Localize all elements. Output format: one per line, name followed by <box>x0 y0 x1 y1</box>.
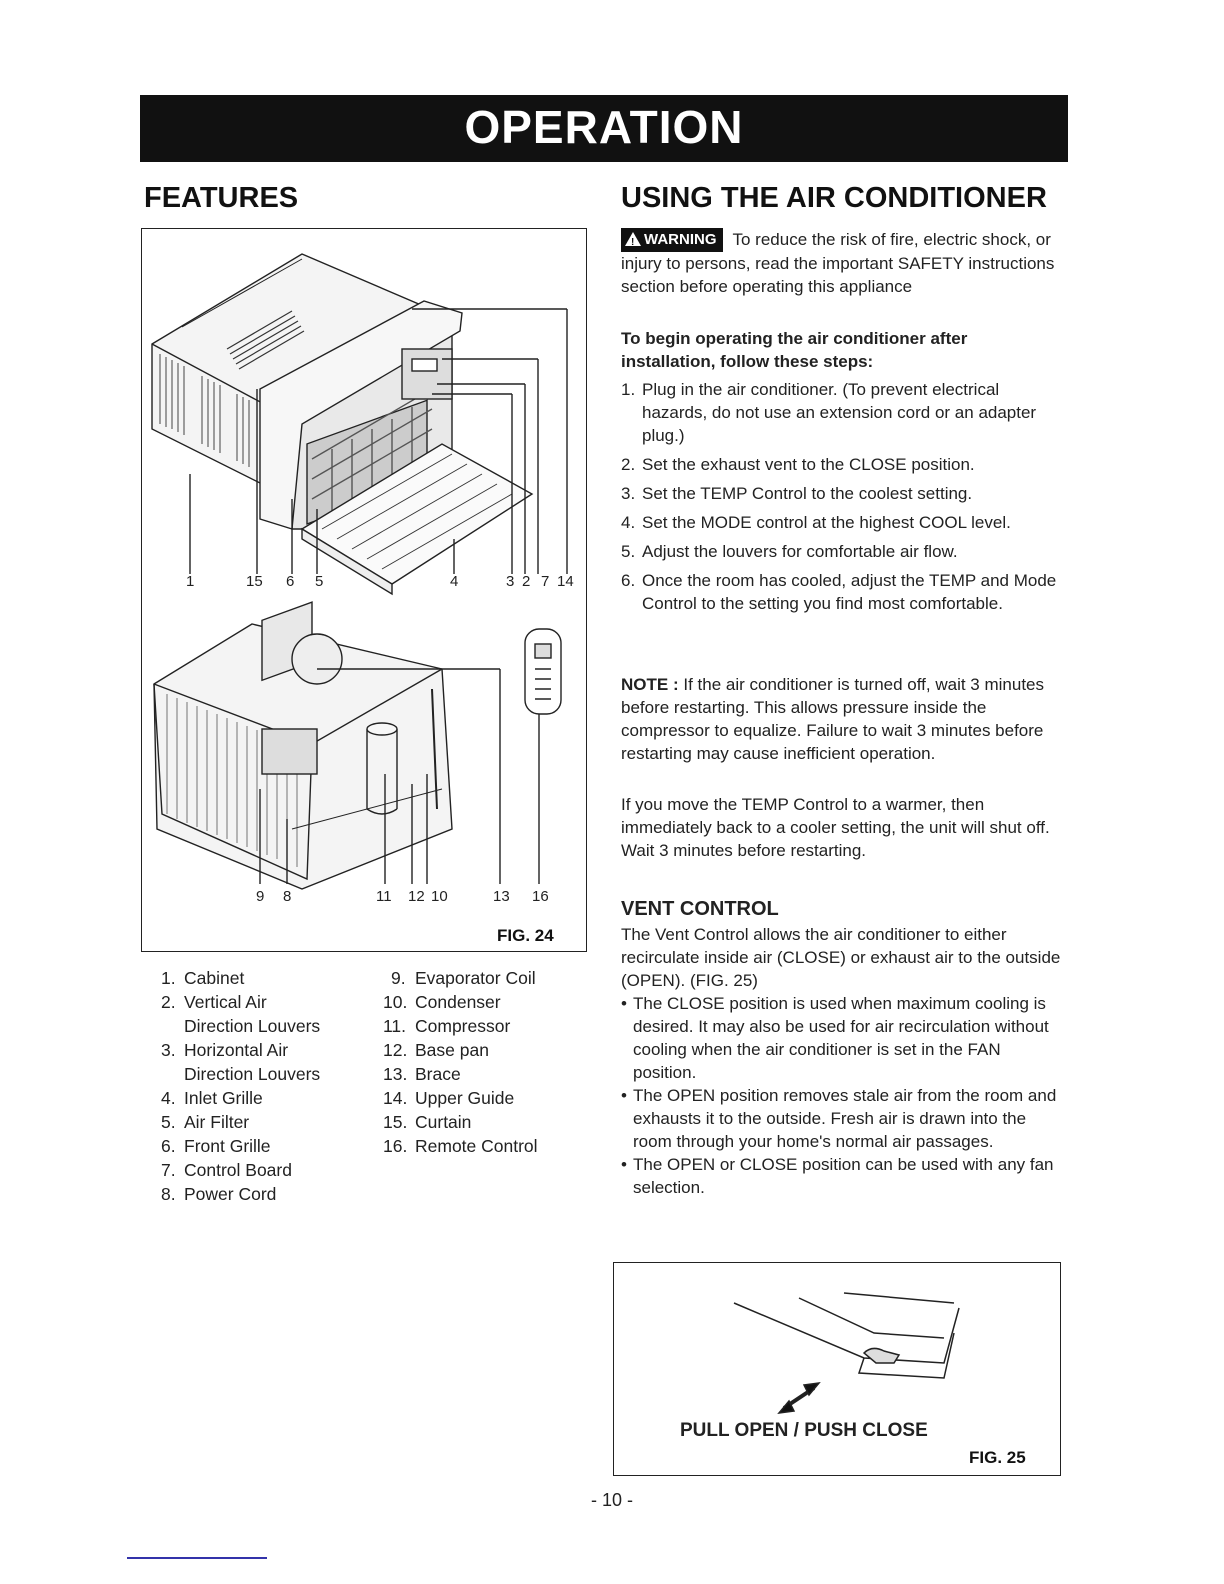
using-heading: USING THE AIR CONDITIONER <box>621 182 1047 214</box>
callout-7: 7 <box>541 573 550 590</box>
parts-list-right <box>383 966 583 1158</box>
list-item: 8. Power Cord <box>161 1184 277 1204</box>
fig-24-label: FIG. 24 <box>497 926 554 945</box>
footer-rule <box>127 1557 267 1559</box>
steps-list <box>621 378 1061 621</box>
list-item: 4. Set the MODE control at the highest COOL level. <box>621 513 1011 532</box>
list-item: 1. Cabinet <box>161 968 245 988</box>
steps-intro: To begin operating the air conditioner after installation, follow these steps: <box>621 329 968 371</box>
list-item: 2. Vertical Air Direction Louvers <box>161 992 321 1036</box>
list-item: 5. Adjust the louvers for comfortable air flow. <box>621 542 958 561</box>
callout-8: 8 <box>283 888 292 905</box>
note-paragraph: NOTE : If the air conditioner is turned off, wait 3 minutes before restarting. This allows pressure inside the compressor to equalize. Failure to wait 3 minutes before restarting may cause inefficient operation. <box>621 675 1044 763</box>
callout-4: 4 <box>450 573 459 590</box>
callout-10: 10 <box>431 888 448 905</box>
list-item: • The OPEN or CLOSE position can be used with any fan selection. <box>621 1153 1061 1199</box>
list-item: 3. Set the TEMP Control to the coolest setting. <box>621 484 973 503</box>
callout-3: 3 <box>506 573 515 590</box>
note2-paragraph: If you move the TEMP Control to a warmer, then immediately back to a cooler setting, the unit will shut off. Wait 3 minutes before restarting. <box>621 795 1050 860</box>
list-item: 1. Plug in the air conditioner. (To prevent electrical hazards, do not use an extension cord or an adapter plug.) <box>621 380 1037 445</box>
warning-paragraph: !WARNING To reduce the risk of fire, electric shock, or injury to persons, read the important SAFETY instructions section before operating this appliance <box>621 228 1061 298</box>
list-item: 13. Brace <box>383 1064 461 1084</box>
vent-intro: The Vent Control allows the air conditioner to either recirculate inside air (CLOSE) or exhaust air to the outside (OPEN). (FIG. 25) <box>621 925 1061 990</box>
page-number: - 10 - <box>590 1490 633 1510</box>
figure-25 <box>613 1262 1061 1476</box>
list-item: 9. Evaporator Coil <box>391 968 536 988</box>
warning-triangle-icon <box>625 232 641 246</box>
list-item: 6. Front Grille <box>161 1136 271 1156</box>
list-item: 11. Compressor <box>383 1016 511 1036</box>
list-item: 15. Curtain <box>383 1112 472 1132</box>
list-item: 5. Air Filter <box>161 1112 250 1132</box>
list-item: 16. Remote Control <box>383 1136 538 1156</box>
features-heading: FEATURES <box>144 182 299 214</box>
list-item: 3. Horizontal Air Direction Louvers <box>161 1040 321 1084</box>
ac-unit-illustration <box>142 229 588 953</box>
callout-6: 6 <box>286 573 295 590</box>
callout-14: 14 <box>557 573 574 590</box>
callout-12: 12 <box>408 888 425 905</box>
callout-5: 5 <box>315 573 324 590</box>
figure-24 <box>141 228 587 952</box>
callout-13: 13 <box>493 888 510 905</box>
callout-9: 9 <box>256 888 265 905</box>
list-item: 10. Condenser <box>383 992 501 1012</box>
vent-heading: VENT CONTROL <box>621 898 779 920</box>
list-item: 4. Inlet Grille <box>161 1088 263 1108</box>
callout-11: 11 <box>376 888 392 905</box>
callout-1: 1 <box>186 573 195 590</box>
list-item: 6. Once the room has cooled, adjust the TEMP and Mode Control to the setting you find most comfortable. <box>621 571 1057 613</box>
fig-25-caption: PULL OPEN / PUSH CLOSE <box>680 1420 928 1441</box>
callout-16: 16 <box>532 888 549 905</box>
list-item: 12. Base pan <box>383 1040 489 1060</box>
page-banner: OPERATION <box>140 95 1068 162</box>
fig-25-label: FIG. 25 <box>969 1448 1026 1467</box>
parts-list-left <box>161 966 381 1206</box>
callout-15: 15 <box>246 573 263 590</box>
callout-2: 2 <box>522 573 531 590</box>
list-item: 14. Upper Guide <box>383 1088 515 1108</box>
warning-badge: !WARNING <box>621 228 723 252</box>
list-item: • The OPEN position removes stale air from the room and exhausts it to the outside. Fresh air is drawn into the room through your home's normal air passages. <box>621 1084 1061 1153</box>
vent-bullets <box>621 992 1061 1199</box>
list-item: 2. Set the exhaust vent to the CLOSE position. <box>621 455 975 474</box>
vent-lever-illustration <box>614 1263 1060 1475</box>
list-item: 7. Control Board <box>161 1160 292 1180</box>
list-item: • The CLOSE position is used when maximum cooling is desired. It may also be used for air recirculation without cooling when the air conditioner is set in the FAN position. <box>621 992 1061 1084</box>
